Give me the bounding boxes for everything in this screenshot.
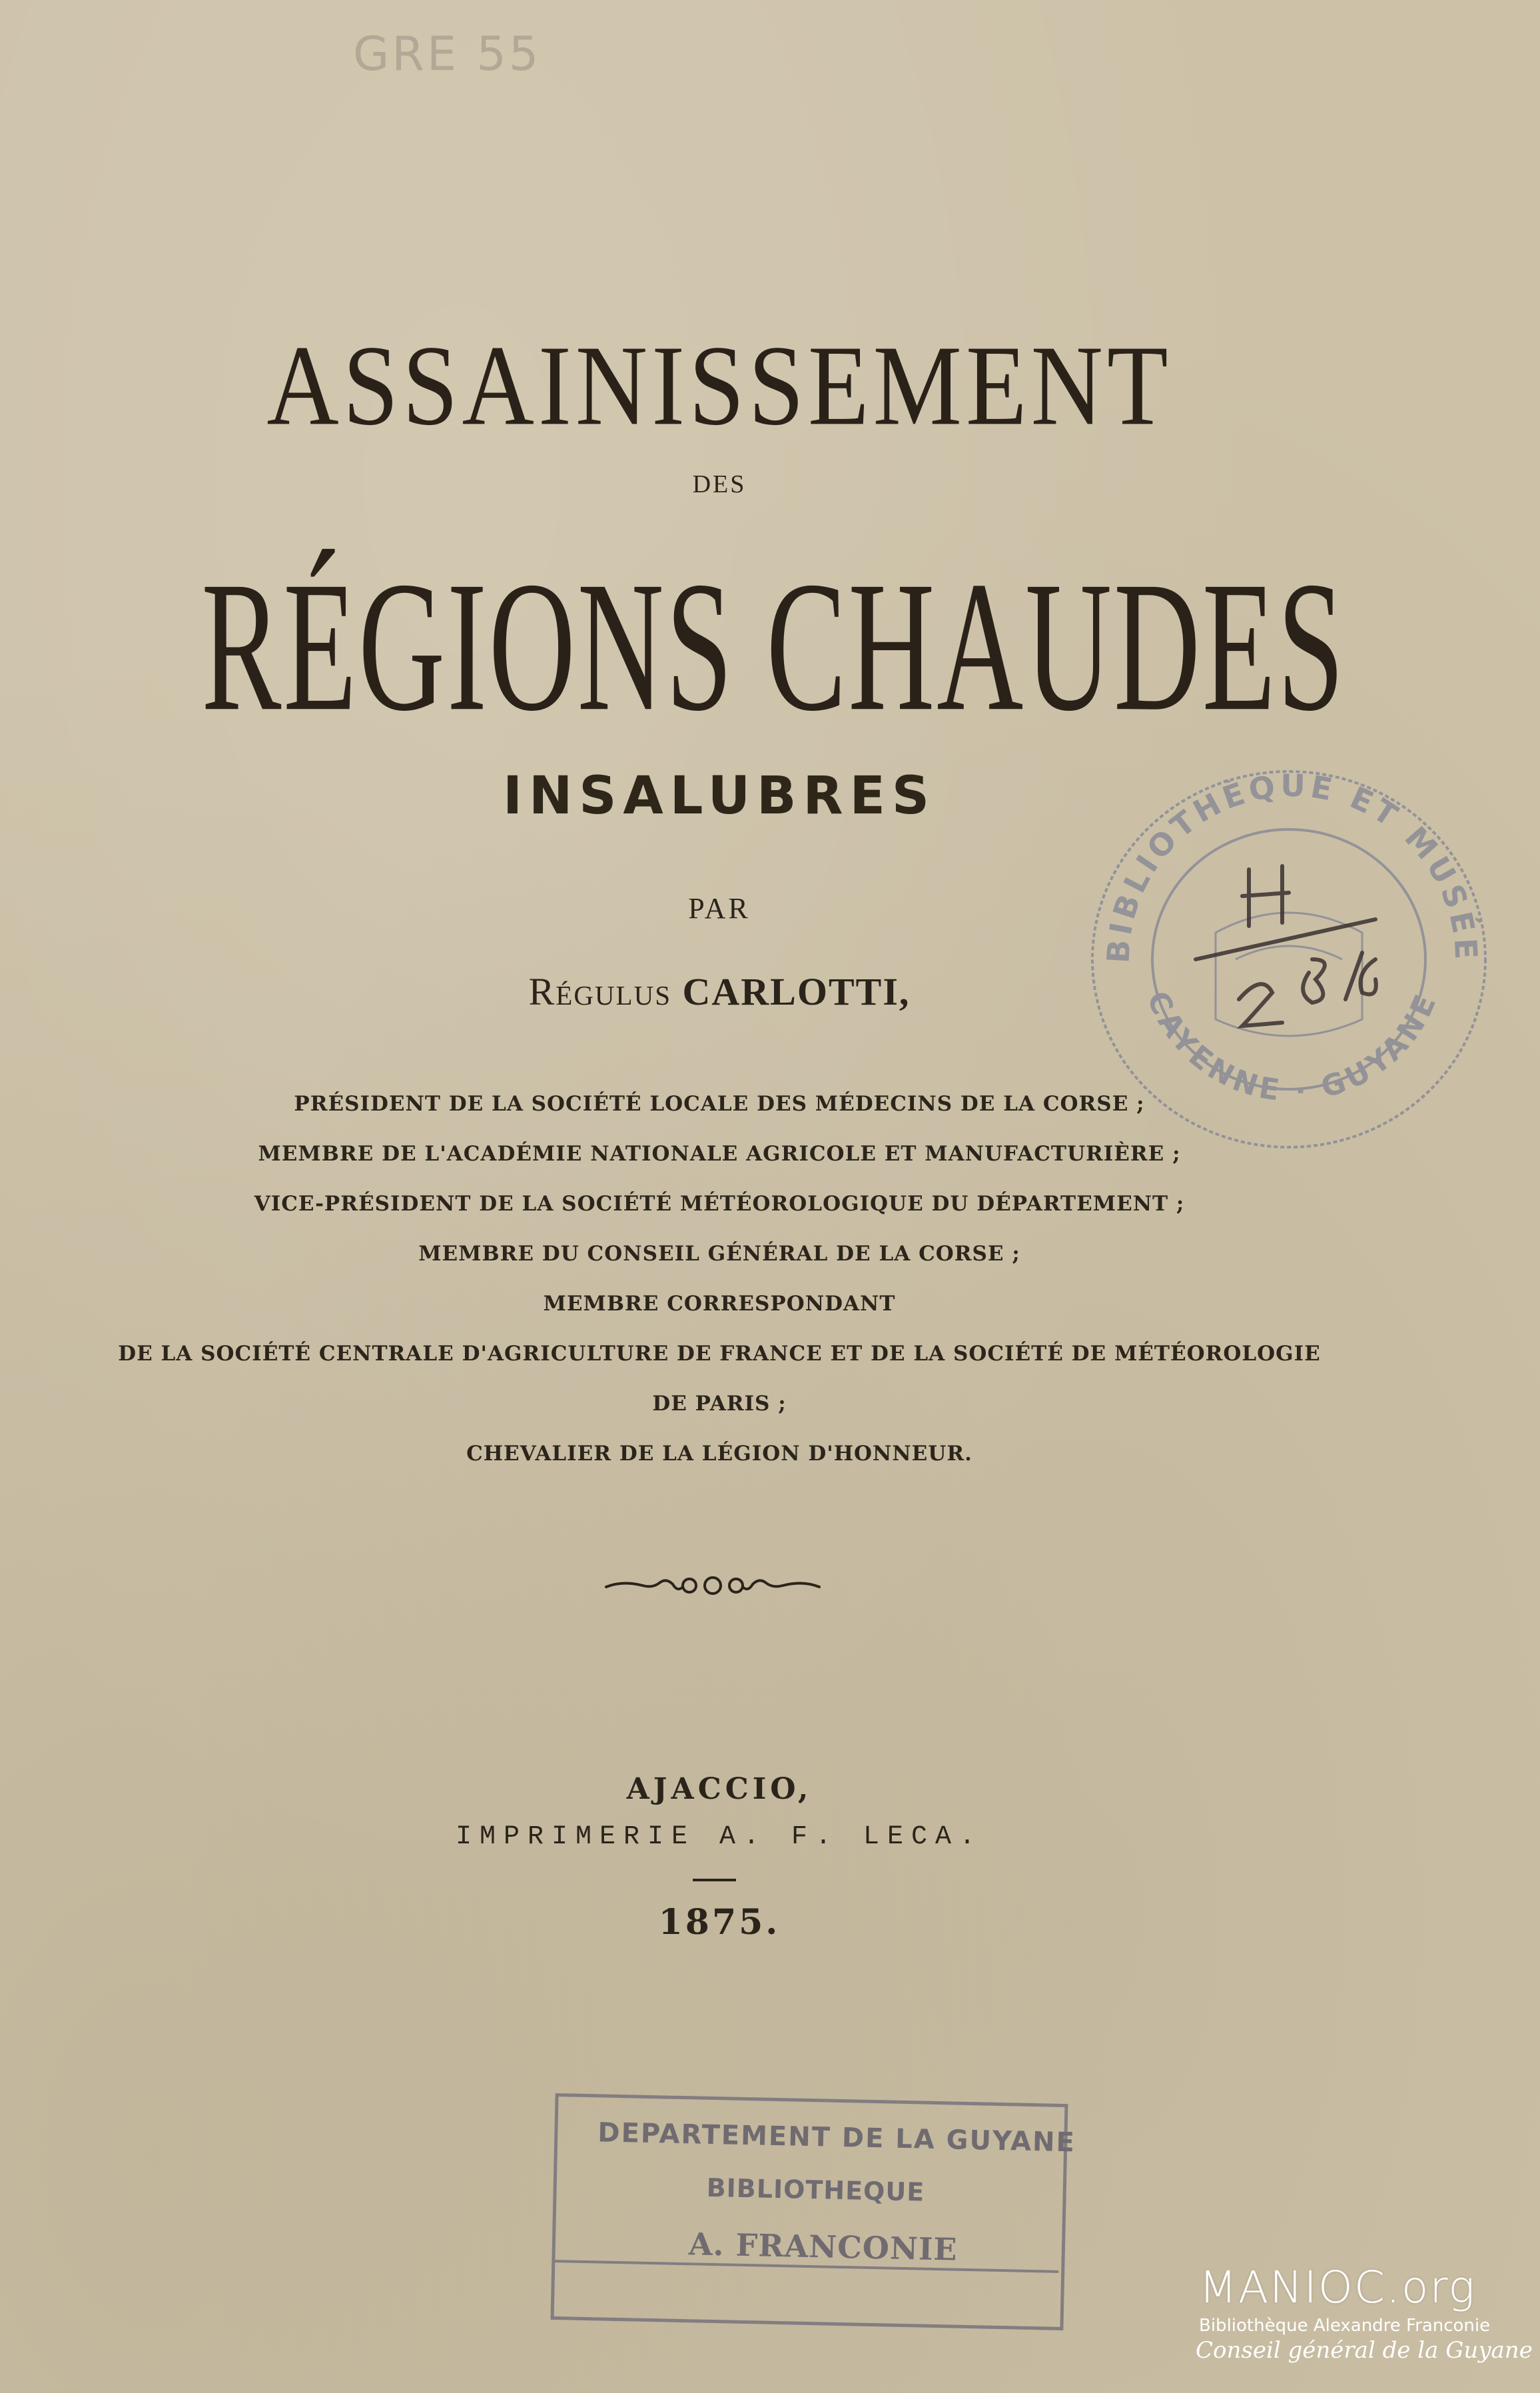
imprint-rule [693,1879,736,1881]
credential-line: MEMBRE DE L'ACADÉMIE NATIONALE AGRICOLE ET MANUFACTURIÈRE ; [258,1142,1181,1166]
title-line-1: ASSAINISSEMENT [266,322,1172,450]
library-stamp-round [1082,759,1495,1153]
svg-text:BIBLIOTHÈQUE ET MUSÉE: BIBLIOTHÈQUE ET MUSÉE [1100,767,1485,965]
credential-line: DE PARIS ; [652,1392,787,1416]
credential-line: DE LA SOCIÉTÉ CENTRALE D'AGRICULTURE DE FRANCE ET DE LA SOCIÉTÉ DE MÉTÉOROLOGIE [118,1342,1321,1366]
title-line-4: INSALUBRES [502,766,937,826]
stamp-franconie: A. FRANCONIE [688,2226,959,2268]
ornament-divider [603,1566,823,1606]
by-label: PAR [688,892,751,925]
author-first-name: Régulus [528,970,671,1013]
imprint-year: 1875. [658,1902,781,1943]
imprint-printer: IMPRIMERIE A. F. LECA. [455,1822,984,1852]
stamp-department: DEPARTEMENT DE LA GUYANE [597,2117,1076,2158]
credential-line: VICE-PRÉSIDENT DE LA SOCIÉTÉ MÉTÉOROLOGIQUE DU DÉPARTEMENT ; [254,1192,1185,1216]
manioc-library: Bibliothèque Alexandre Franconie [1199,2316,1491,2336]
credential-line: MEMBRE CORRESPONDANT [543,1292,896,1316]
manioc-council: Conseil général de la Guyane [1196,2337,1533,2364]
shelfmark: GRE 55 [353,27,542,81]
manioc-watermark [1196,2262,1533,2364]
imprint-place: AJACCIO, [626,1772,813,1806]
credential-line: MEMBRE DU CONSEIL GÉNÉRAL DE LA CORSE ; [418,1242,1020,1266]
manioc-logo: MANIOC.org [1199,2262,1476,2313]
author-last-name: CARLOTTI, [682,970,911,1013]
credential-line: CHEVALIER DE LA LÉGION D'HONNEUR. [466,1442,972,1466]
title-line-2: DES [692,470,747,498]
credential-line: PRÉSIDENT DE LA SOCIÉTÉ LOCALE DES MÉDECINS DE LA CORSE ; [294,1092,1145,1116]
library-stamp-rect [551,2093,1076,2330]
stamp-library: BIBLIOTHEQUE [706,2172,925,2207]
svg-text:CAYENNE · GUYANE: CAYENNE · GUYANE [1140,986,1445,1109]
title-line-3: RÉGIONS CHAUDES [201,543,1346,750]
